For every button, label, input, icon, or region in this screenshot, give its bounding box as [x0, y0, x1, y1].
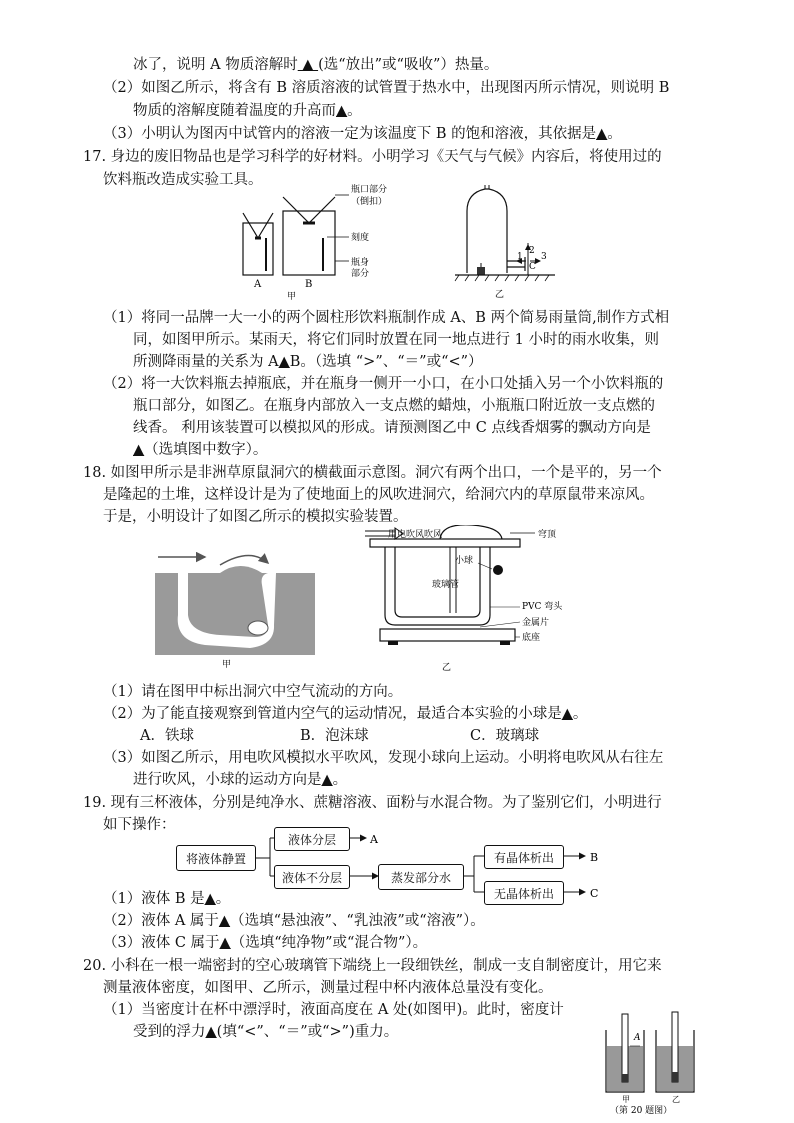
- label-ke-du: 刻度: [351, 233, 370, 243]
- flow-box-nocrystal: 无晶体析出: [484, 881, 564, 905]
- q17-p2-line3: 线香。 利用该装置可以模拟风的形成。请预测图乙中 C 点线香烟雾的飘动方向是: [133, 420, 651, 436]
- flow-label-c: C: [590, 887, 599, 900]
- label-ping-shen: 瓶身: [351, 258, 370, 268]
- label-pvc: PVC 弯头: [522, 602, 563, 612]
- funnel-a: [243, 213, 273, 238]
- q18-option-b: B．泡沫球: [300, 728, 369, 744]
- flow-box-start: 将液体静置: [176, 845, 256, 871]
- q18-option-a: A．铁球: [140, 728, 194, 744]
- label-ya-ding: 穹顶: [538, 530, 557, 540]
- apparatus-figure: [360, 525, 600, 675]
- caption-yi-20: 乙: [672, 1095, 680, 1104]
- q20-p1-line1: （1）当密度计在杯中漂浮时，液面高度在 A 处(如图甲)。此时，密度计: [103, 1002, 564, 1018]
- q17-stem-line1: 17. 身边的废旧物品也是学习科学的好材料。小明学习《天气与气候》内容后，将使用过的: [83, 149, 662, 165]
- rain-gauge-figure: [235, 183, 405, 301]
- label-b: B: [305, 279, 313, 290]
- q16-line3: 物质的溶解度随着温度的升高而▲。: [133, 103, 362, 119]
- label-bu-fen: 部分: [351, 269, 370, 279]
- q20-stem-line2: 测量液体密度，如图甲、乙所示，测量过程中杯内液体总量没有变化。: [103, 980, 553, 996]
- q17-p2-line2: 瓶口部分，如图乙。在瓶身内部放入一支点燃的蜡烛，小瓶瓶口附近放一支点燃的: [133, 398, 655, 414]
- q18-p2: （2）为了能直接观察到管道内空气的运动情况，最适合本实验的小球是▲。: [103, 706, 588, 722]
- flow-box-crystal: 有晶体析出: [484, 845, 564, 869]
- base: [380, 629, 515, 641]
- bottle-b: [283, 211, 335, 275]
- label-3: 3: [541, 252, 547, 262]
- caption-jia-18: 甲: [222, 660, 232, 670]
- wind-model-figure: [445, 183, 565, 301]
- flow-label-b: B: [590, 851, 599, 864]
- q18-stem-line2: 是隆起的土堆，这样设计是为了使地面上的风吹进洞穴，给洞穴内的草原鼠带来凉风。: [103, 487, 654, 503]
- q17-p2-line1: （2）将一大饮料瓶去掉瓶底，并在瓶身一侧开一小口，在小口处插入另一个小饮料瓶的: [103, 376, 664, 392]
- label-a-20: A: [634, 1033, 641, 1043]
- top-board: [370, 539, 520, 547]
- label-a: A: [254, 279, 262, 290]
- label-jin-shu: 金属片: [522, 618, 550, 628]
- flow-label-a: A: [370, 833, 378, 846]
- q17-p1-line1: （1）将同一品牌一大一小的两个圆柱形饮料瓶制作成 A、B 两个简易雨量筒,制作方式相: [103, 310, 670, 326]
- caption-jia: 甲: [287, 292, 297, 301]
- label-bo-li-guan: 玻璃管: [432, 580, 460, 590]
- q20-stem-line1: 20. 小科在一根一端密封的空心玻璃管下端绕上一段细铁丝，制成一支自制密度计，用它来: [83, 958, 662, 974]
- q17-stem-line2: 饮料瓶改造成实验工具。: [103, 172, 263, 188]
- q16-line1: 冰了，说明 A 物质溶解时 ▲ (选“放出”或“吸收”）热量。: [133, 57, 499, 73]
- label-di-zuo: 底座: [522, 633, 541, 643]
- bottle-a: [243, 223, 273, 275]
- q20-p1-line2: 受到的浮力▲(填“<”、“＝”或“>”)重力。: [133, 1024, 399, 1040]
- big-bottle: [467, 189, 507, 273]
- dome: [440, 525, 502, 539]
- ball: [493, 565, 503, 575]
- q17-p2-line4: ▲（选填图中数字）。: [133, 442, 268, 458]
- q19-stem-line2: 如下操作：: [103, 817, 176, 833]
- label-2: 2: [529, 246, 535, 256]
- q18-stem-line3: 于是，小明设计了如图乙所示的模拟实验装置。: [103, 509, 408, 525]
- q16-line4: （3）小明认为图丙中试管内的溶液一定为该温度下 B 的饱和溶液，其依据是▲。: [103, 126, 622, 142]
- label-dian-chui: 用电吹风吹风: [388, 530, 443, 540]
- q16-line2: （2）如图乙所示，将含有 B 溶质溶液的试管置于热水中，出现图丙所示情况，则说明 B: [103, 80, 670, 96]
- q17-p1-line3: 所测降雨量的关系为 A▲B。（选填 “>”、“＝”或“<”）: [133, 354, 483, 370]
- q18-p1: （1）请在图甲中标出洞穴中空气流动的方向。: [103, 684, 403, 700]
- flow-box-evap: 蒸发部分水: [378, 864, 464, 890]
- q18-p3-line2: 进行吹风，小球的运动方向是▲。: [133, 772, 348, 788]
- caption-jia-20: 甲: [622, 1095, 630, 1104]
- caption-fig20: （第 20 题图）: [610, 1106, 673, 1115]
- q19-p1: （1）液体 B 是▲。: [103, 891, 231, 907]
- label-c: C: [529, 262, 536, 272]
- label-dao-kou: （倒扣）: [351, 197, 388, 207]
- q18-stem-line1: 18. 如图甲所示是非洲草原鼠洞穴的横截面示意图。洞穴有两个出口，一个是平的，另一个: [83, 465, 662, 481]
- label-ping-kou: 瓶口部分: [351, 185, 388, 195]
- label-xiao-qiu: 小球: [455, 556, 474, 566]
- caption-yi-18: 乙: [442, 663, 452, 673]
- mouse: [248, 621, 268, 635]
- funnel-b: [283, 197, 335, 223]
- candle: [477, 267, 485, 275]
- q18-option-c: C．玻璃球: [470, 728, 540, 744]
- q19-stem-line1: 19. 现有三杯液体，分别是纯净水、蔗糖溶液、面粉与水混合物。为了鉴别它们，小明进行: [83, 795, 662, 811]
- hydrometer-figure: [600, 1010, 705, 1115]
- q18-p3-line1: （3）如图乙所示，用电吹风模拟水平吹风，发现小球向上运动。小明将电吹风从右往左: [103, 750, 664, 766]
- q17-p1-line2: 同，如图甲所示。某雨天，将它们同时放置在同一地点进行 1 小时的雨水收集，则: [133, 332, 659, 348]
- flow-box-layer: 液体分层: [274, 827, 350, 851]
- caption-yi: 乙: [495, 290, 505, 300]
- q19-p3: （3）液体 C 属于▲（选填“纯净物”或“混合物”）。: [103, 935, 428, 951]
- burrow-figure: [150, 545, 320, 670]
- label-1: 1: [517, 252, 523, 262]
- q19-p2: （2）液体 A 属于▲（选填“悬浊液”、“乳浊液”或“溶液”）。: [103, 913, 485, 929]
- flow-box-nolayer: 液体不分层: [274, 865, 350, 889]
